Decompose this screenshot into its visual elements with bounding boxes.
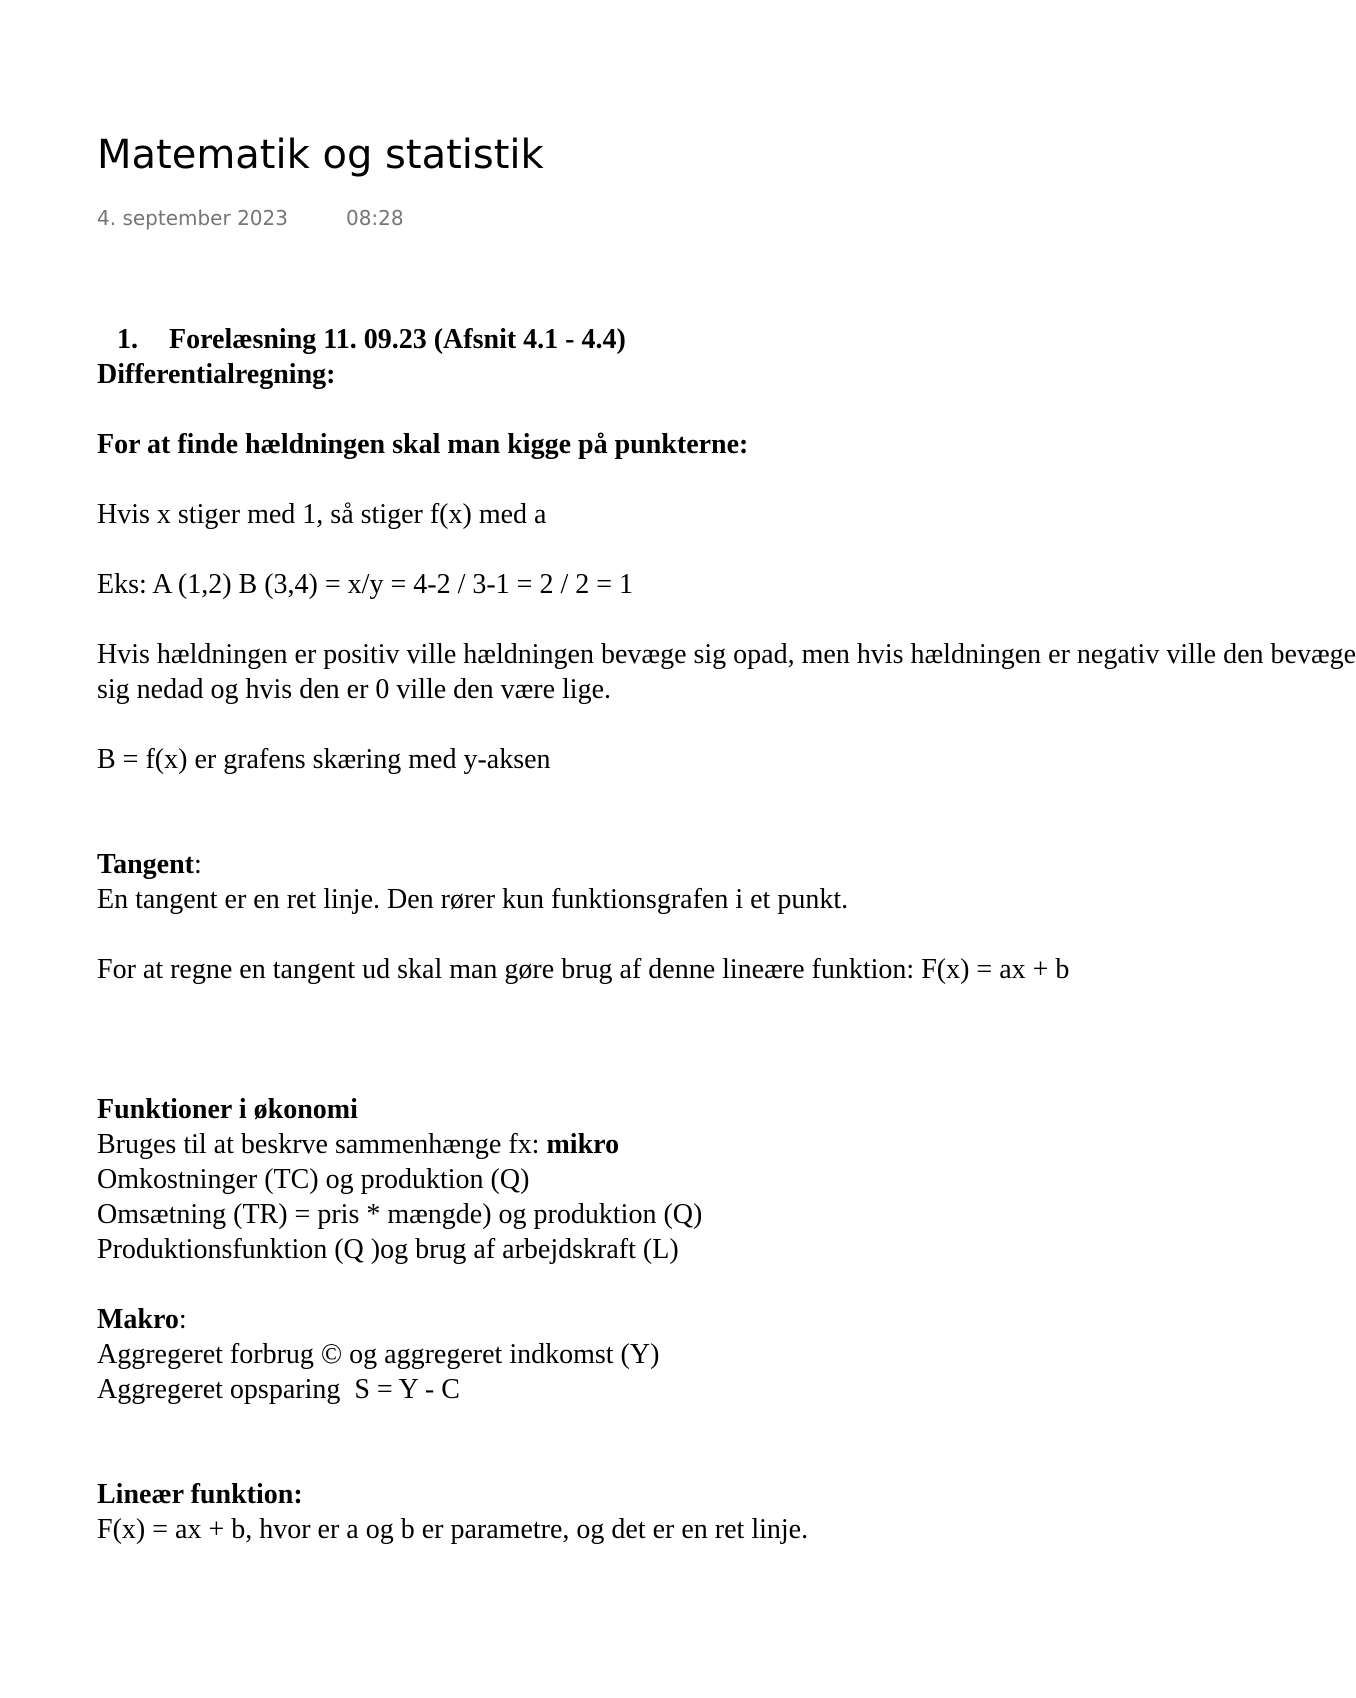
economy-item: Produktionsfunktion (Q )og brug af arbejdskraft (L) (97, 1234, 679, 1265)
macro-heading (97, 1302, 1297, 1337)
page-title: Matematik og statistik (97, 132, 544, 178)
tangent-line-2: For at regne en tangent ud skal man gøre brug af denne lineære funktion: F(x) = ax + b (97, 954, 1070, 985)
economy-intro-bold: mikro (546, 1129, 620, 1160)
linear-heading: Lineær funktion: (97, 1479, 303, 1510)
economy-item: Omsætning (TR) = pris * mængde) og produktion (Q) (97, 1199, 703, 1230)
page-meta (97, 206, 404, 230)
macro-heading-colon: : (178, 1304, 187, 1335)
macro-heading-text: Makro (97, 1304, 179, 1335)
tangent-heading-text: Tangent (97, 849, 195, 880)
economy-item: Omkostninger (TC) og produktion (Q) (97, 1164, 530, 1195)
intercept-line: B = f(x) er grafens skæring med y-aksen (97, 744, 551, 775)
page-date: 4. september 2023 (97, 206, 288, 230)
economy-intro (97, 1127, 1297, 1162)
macro-item: Aggregeret forbrug © og aggregeret indkomst (Y) (97, 1339, 660, 1370)
tangent-heading-colon: : (194, 849, 202, 880)
macro-item: Aggregeret opsparing S = Y - C (97, 1374, 460, 1405)
differential-heading: Differentialregning: (97, 359, 336, 390)
slope-line-2: sig nedad og hvis den er 0 ville den være lige. (97, 674, 611, 705)
economy-intro-text: Bruges til at beskrve sammenhænge fx: (97, 1129, 547, 1160)
lecture-heading (97, 322, 1297, 357)
slope-line-1: Hvis hældningen er positiv ville hældningen bevæge sig opad, men hvis hældningen er negativ ville den bevæge (97, 639, 1356, 670)
page-time: 08:28 (345, 206, 404, 230)
tangent-line-1: En tangent er en ret linje. Den rører kun funktionsgrafen i et punkt. (97, 884, 849, 915)
note-content (97, 322, 1356, 1547)
list-number: 1. (117, 324, 138, 355)
economy-heading: Funktioner i økonomi (97, 1094, 358, 1125)
differential-example: Eks: A (1,2) B (3,4) = x/y = 4-2 / 3-1 = 2 / 2 = 1 (97, 569, 634, 600)
lecture-heading-text: Forelæsning 11. 09.23 (Afsnit 4.1 - 4.4) (169, 324, 626, 355)
linear-line: F(x) = ax + b, hvor er a og b er parametre, og det er en ret linje. (97, 1514, 809, 1545)
differential-subheading: For at finde hældningen skal man kigge på punkterne: (97, 429, 749, 460)
tangent-heading (97, 847, 1297, 882)
differential-line: Hvis x stiger med 1, så stiger f(x) med a (97, 499, 547, 530)
